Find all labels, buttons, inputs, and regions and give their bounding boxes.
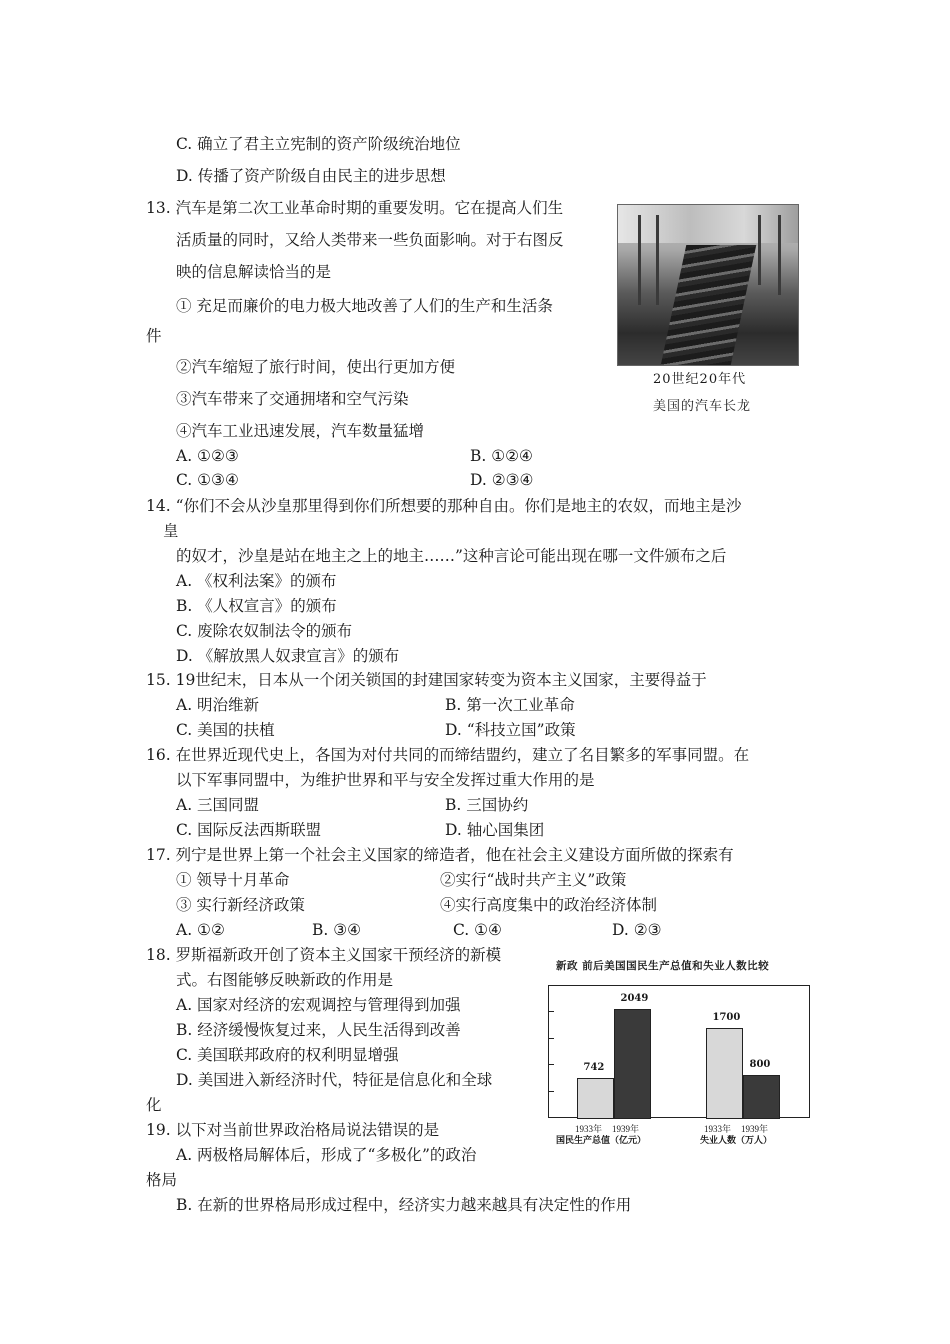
q13-option-a: A. ①②③ — [176, 447, 239, 465]
q13-item-4: ④汽车工业迅速发展，汽车数量猛增 — [176, 422, 425, 440]
q18-stem: 18. 罗斯福新政开创了资本主义国家干预经济的新模 — [146, 946, 502, 964]
q13-option-b: B. ①②④ — [470, 447, 533, 465]
q13-item-3: ③汽车带来了交通拥堵和空气污染 — [176, 390, 409, 408]
y-axis-tick — [548, 1064, 554, 1065]
chart-title: 新政 前后美国国民生产总值和失业人数比较 — [556, 960, 770, 972]
q18-option-d-cont: 化 — [146, 1096, 162, 1114]
bar-value-label: 2049 — [620, 993, 649, 1005]
q17-item-2: ②实行“战时共产主义”政策 — [440, 871, 627, 889]
q16-option-a: A. 三国同盟 — [176, 796, 260, 814]
q15-stem: 15. 19世纪末，日本从一个闭关锁国的封建国家转变为资本主义国家，主要得益于 — [146, 671, 707, 689]
photo-caption-line1: 20世纪20年代 — [653, 372, 747, 387]
q15-option-b: B. 第一次工业革命 — [445, 696, 575, 714]
q18-option-a: A. 国家对经济的宏观调控与管理得到加强 — [176, 996, 461, 1014]
q17-option-a: A. ①② — [176, 921, 225, 939]
traffic-jam-photo — [617, 204, 799, 366]
q17-stem: 17. 列宁是世界上第一个社会主义国家的缔造者，他在社会主义建设方面所做的探索有 — [146, 846, 734, 864]
bar-gnp-1939年 — [614, 1009, 651, 1119]
q12-option-d: D. 传播了资产阶级自由民主的进步思想 — [176, 167, 446, 185]
q19-option-a: A. 两极格局解体后，形成了“多极化”的政治 — [176, 1146, 477, 1164]
q12-option-c: C. 确立了君主立宪制的资产阶级统治地位 — [176, 135, 461, 153]
y-axis-tick — [548, 1038, 554, 1039]
q15-option-c: C. 美国的扶植 — [176, 721, 275, 739]
bar-value-label: 742 — [583, 1062, 605, 1074]
q18-option-b: B. 经济缓慢恢复过来，人民生活得到改善 — [176, 1021, 461, 1039]
q17-item-4: ④实行高度集中的政治经济体制 — [440, 896, 658, 914]
q13-option-c: C. ①③④ — [176, 471, 239, 489]
q14-option-a: A. 《权利法案》的颁布 — [176, 572, 337, 590]
bar-unemployment-1939年 — [743, 1075, 780, 1119]
q19-stem: 19. 以下对当前世界政治格局说法错误的是 — [146, 1121, 440, 1139]
q19-option-b: B. 在新的世界格局形成过程中，经济实力越来越具有决定性的作用 — [176, 1196, 632, 1214]
q16-stem: 16. 在世界近现代史上，各国为对付共同的而缔结盟约，建立了名目繁多的军事同盟。在 — [146, 746, 750, 764]
bar-unemployment-1933年 — [706, 1028, 743, 1119]
q14-option-b: B. 《人权宣言》的颁布 — [176, 597, 337, 615]
q18-option-d: D. 美国进入新经济时代，特征是信息化和全球 — [176, 1071, 493, 1089]
q16-option-b: B. 三国协约 — [445, 796, 529, 814]
q17-option-d: D. ②③ — [612, 921, 662, 939]
q13-option-d: D. ②③④ — [470, 471, 534, 489]
q16-stem-cont: 以下军事同盟中，为维护世界和平与安全发挥过重大作用的是 — [176, 771, 595, 789]
category-label: 国民生产总值（亿元） — [556, 1136, 647, 1146]
x-tick-year: 1939年 — [612, 1124, 640, 1134]
bar-value-label: 800 — [749, 1059, 771, 1070]
q17-option-c: C. ①④ — [453, 921, 502, 939]
q14-stem: 14. “你们不会从沙皇那里得到你们所想要的那种自由。你们是地主的农奴，而地主是沙 — [146, 497, 742, 515]
q15-option-d: D. “科技立国”政策 — [445, 721, 576, 739]
x-tick-year: 1933年 — [704, 1124, 732, 1134]
q14-option-d: D. 《解放黑人奴隶宣言》的颁布 — [176, 647, 400, 665]
q17-option-b: B. ③④ — [312, 921, 362, 939]
x-tick-year: 1933年 — [575, 1124, 603, 1134]
y-axis-tick — [548, 1091, 554, 1092]
q14-stem-cont: 皇 — [163, 522, 179, 540]
x-tick-year: 1939年 — [741, 1124, 769, 1134]
q13-stem-cont: 映的信息解读恰当的是 — [176, 263, 332, 281]
q13-stem-cont: 活质量的同时，又给人类带来一些负面影响。对于右图反 — [176, 231, 564, 249]
q18-stem-cont: 式。右图能够反映新政的作用是 — [176, 971, 394, 989]
q16-option-c: C. 国际反法西斯联盟 — [176, 821, 322, 839]
q14-stem-cont: 的奴才，沙皇是站在地主之上的地主……”这种言论可能出现在哪一文件颁布之后 — [176, 547, 727, 565]
q14-option-c: C. 废除农奴制法令的颁布 — [176, 622, 353, 640]
q13-item-1: ① 充足而廉价的电力极大地改善了人们的生产和生活条 — [176, 297, 553, 315]
photo-caption-line2: 美国的汽车长龙 — [653, 399, 752, 414]
category-label: 失业人数（万人） — [700, 1136, 773, 1146]
q15-option-a: A. 明治维新 — [176, 696, 260, 714]
bar-value-label: 1700 — [712, 1011, 741, 1023]
q19-option-a-cont: 格局 — [146, 1171, 178, 1189]
q16-option-d: D. 轴心国集团 — [445, 821, 545, 839]
y-axis-tick — [548, 1011, 554, 1012]
q13-stem: 13. 汽车是第二次工业革命时期的重要发明。它在提高人们生 — [146, 199, 564, 217]
bar-gnp-1933年 — [577, 1078, 614, 1119]
q13-item-2: ②汽车缩短了旅行时间，使出行更加方便 — [176, 358, 456, 376]
q18-option-c: C. 美国联邦政府的权利明显增强 — [176, 1046, 399, 1064]
q17-item-3: ③ 实行新经济政策 — [176, 896, 305, 914]
q13-item-1-cont: 件 — [146, 327, 162, 345]
q17-item-1: ① 领导十月革命 — [176, 871, 290, 889]
